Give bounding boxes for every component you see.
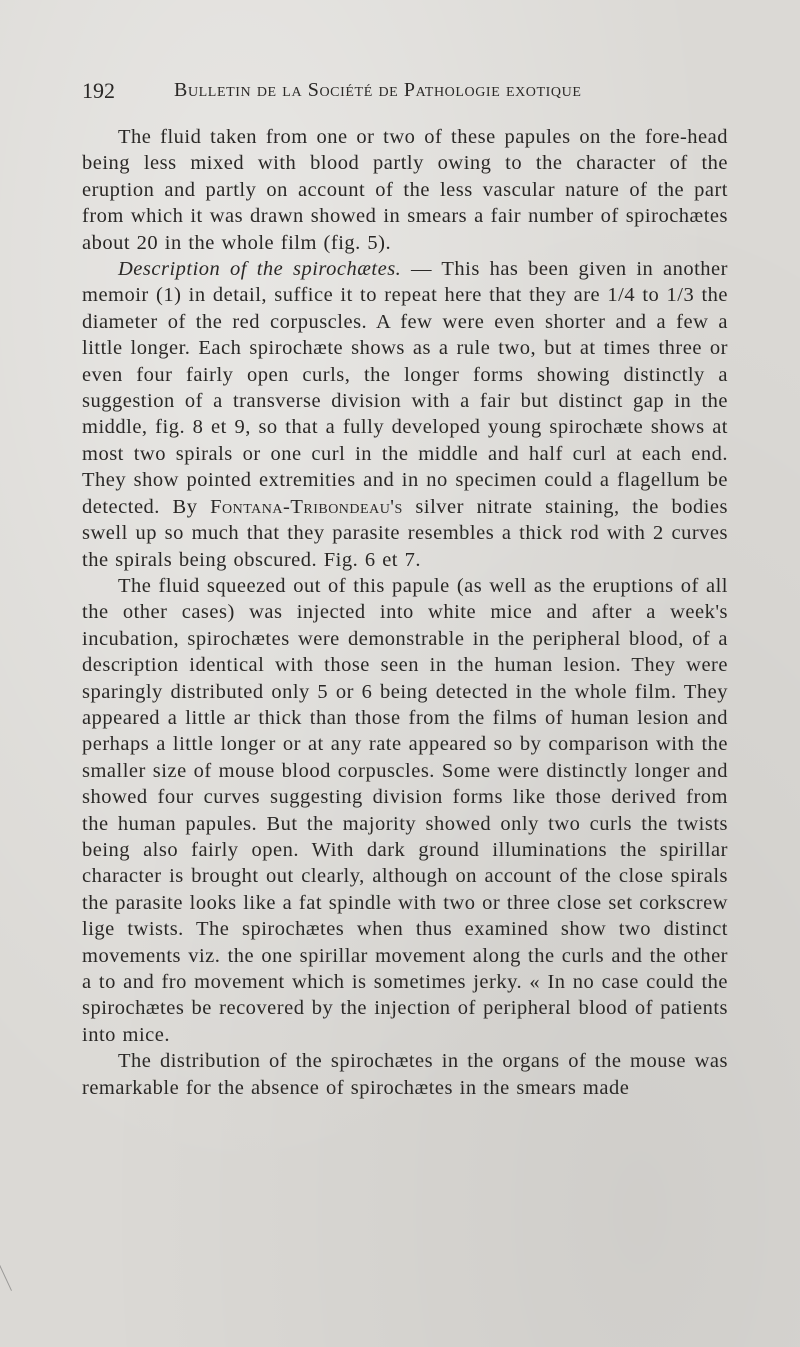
paragraph-description [82,256,728,573]
paragraph-injection: The fluid squeezed out of this papule (as well as the eruptions of all the other cases) was injected into white mice and after a week's incubation, spirochætes were demonstrable in the peripheral blood, of a description identical with those seen in the human lesion. They were sparingly distributed only 5 or 6 being detected in the whole film. They appeared a little ar thick than those from the films of human lesion and perhaps a little longer or at any rate appeared so by comparison with the smaller size of mouse blood corpuscles. Some were distinctly longer and showed four curves suggesting division forms like those derived from the human papules. But the majority showed only two curls the twists being also fairly open. With dark ground illuminations the spirillar character is brought out clearly, although on account of the close spirals the parasite looks like a fat spindle with two or three close set corkscrew lige twists. The spirochætes when thus examined show two distinct movements viz. the one spirillar movement along the curls and the other a to and fro movement which is sometimes jerky. « In no case could the spirochætes be recovered by the injection of peripheral blood of patients into mice. [82,574,728,1046]
scan-mark [0,1249,23,1291]
paragraph-description-text-a: — This has been given in another memoir (1) in detail, suffice it to repeat here that they are 1/4 to 1/3 the diameter of the red corpuscles. A few were even shorter and a few a little longer. Each spirochæte shows as a rule two, but at times three or even four fairly open curls, the longer forms showing distinctly a suggestion of a transverse division with a fair but distinct gap in the middle, fig. 8 et 9, so that a fully developed young spirochæte shows at most two spirals or one curl in the middle and half curl at each end. They show pointed extremities and in no specimen could a flagellum be detected. By [82,258,728,518]
paragraph-fluid-papules: The fluid taken from one or two of these papules on the fore-head being less mixed with blood partly owing to the character of the eruption and partly on account of the less vascular nature of the part from which it was drawn showed in smears a fair number of spirochætes about 20 in the whole film (fig. 5). [82,126,728,254]
page-header [82,78,742,108]
author-name: Fontana-Tribondeau's [210,495,403,518]
running-title: Bulletin de la Société de Pathologie exotique [174,79,582,101]
paragraph-description-text-b: silver nitrate staining, the bodies swell up so much that they parasite resembles a thick rod with 2 curves the spirals being obscured. Fig. 6 et 7. [82,495,728,571]
paragraph-distribution: The distribution of the spirochætes in the organs of the mouse was remarkable for the absence of spirochætes in the smears made [82,1050,728,1099]
section-heading-description: Description of the spirochætes. [118,258,402,281]
page-number: 192 [82,78,115,103]
article-body [82,124,728,1101]
